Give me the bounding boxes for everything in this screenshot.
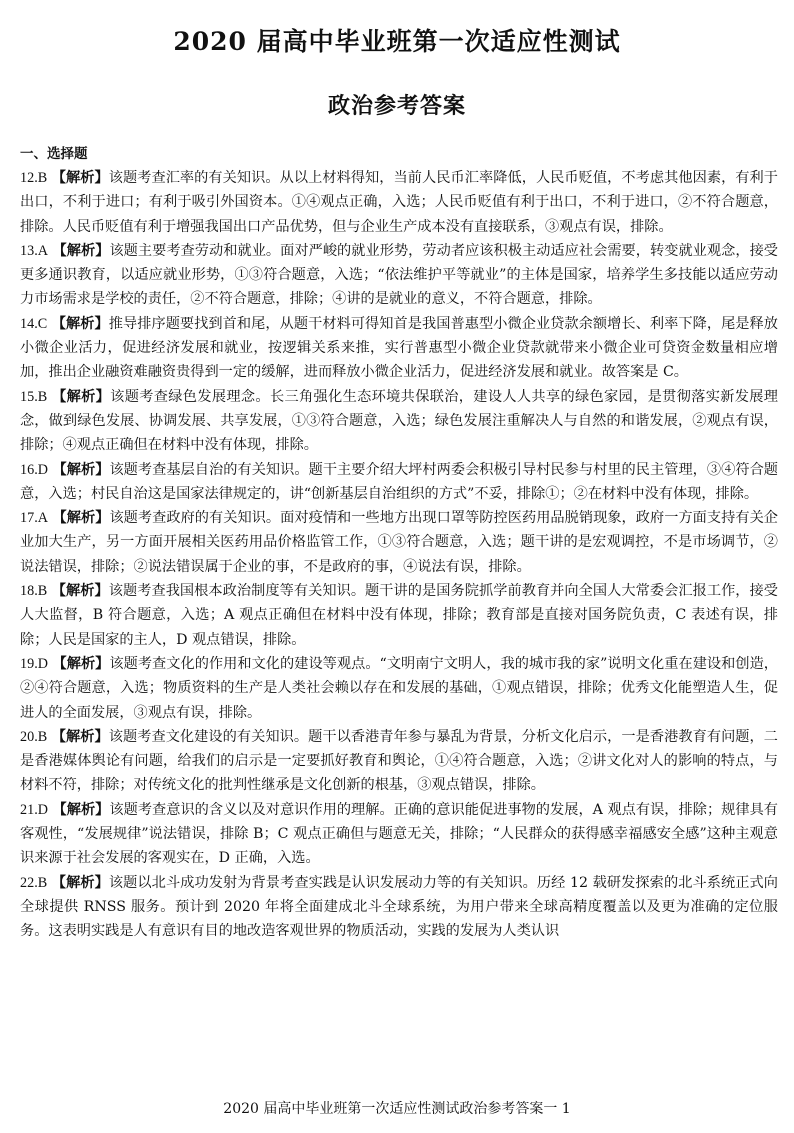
question-number: 22.B — [20, 874, 48, 891]
analysis-tag: 【解析】 — [52, 461, 110, 478]
answer-item — [20, 458, 778, 507]
answer-item — [20, 652, 778, 725]
question-number: 16.D — [20, 461, 48, 478]
analysis-tag: 【解析】 — [52, 655, 110, 672]
section-heading: 一、选择题 — [20, 146, 88, 162]
analysis-text: 该题考查我国根本政治制度等有关知识。题干讲的是国务院抓学前教育并向全国人大常委会汇报工作，接受人大监督，B 符合题意，入选；A 观点正确但在材料中没有体现，排除；教育部是直接对国务院负责，C 表述有误，排除；人民是国家的主人，D 观点错误，排除。 — [20, 583, 778, 648]
analysis-tag: 【解析】 — [51, 874, 109, 891]
question-number: 14.C — [20, 315, 48, 332]
analysis-tag: 【解析】 — [52, 801, 110, 818]
page-footer: 2020 届高中毕业班第一次适应性测试政治参考答案一 1 — [223, 1101, 571, 1117]
question-number: 13.A — [20, 242, 48, 259]
question-number: 21.D — [20, 801, 48, 818]
page-subtitle: 政治参考答案 — [327, 94, 466, 119]
analysis-text: 该题考查文化的作用和文化的建设等观点。“文明南宁文明人，我的城市我的家”说明文化重在建设和创造，②④符合题意，入选；物质资料的生产是人类社会赖以存在和发展的基础，①观点错误，排除；优秀文化能塑造人生，促进人的全面发展，③观点有误，排除。 — [20, 655, 778, 721]
analysis-text: 推导排序题要找到首和尾，从题干材料可得知首是我国普惠型小微企业贷款余额增长、利率下降，尾是释放小微企业活力，促进经济发展和就业，按逻辑关系来推，实行普惠型小微企业贷款就带来小微企业可贷资金数量相应增加，推出企业融资难融资贵得到一定的缓解，进而释放小微企业活力，促进经济发展和就业。故答案是 C。 — [20, 315, 778, 381]
question-number: 15.B — [20, 388, 48, 405]
answer-item — [20, 871, 778, 944]
answer-item — [20, 798, 778, 871]
question-number: 20.B — [20, 728, 48, 745]
answer-content — [20, 145, 778, 944]
analysis-text: 该题考查汇率的有关知识。从以上材料得知，当前人民币汇率降低，人民币贬值，不考虑其他因素，有利于出口，不利于进口；有利于吸引外国资本。①④观点正确，入选；人民币贬值有利于出口，不利于进口，②不符合题意，排除。人民币贬值有利于增强我国出口产品优势，但与企业生产成本没有直接联系，③观点有误，排除。 — [20, 170, 778, 235]
answer-item — [20, 579, 778, 652]
answer-item — [20, 312, 778, 385]
analysis-text: 该题考查文化建设的有关知识。题干以香港青年参与暴乱为背景，分析文化启示，一是香港教育有问题，二是香港媒体舆论有问题，给我们的启示是一定要抓好教育和舆论，①④符合题意，入选；②讲文化对人的影响的特点，与材料不符，排除；对传统文化的批判性继承是文化创新的根基，③观点错误，排除。 — [20, 728, 778, 794]
analysis-text: 该题考查政府的有关知识。面对疫情和一些地方出现口罩等防控医药用品脱销现象，政府一方面支持有关企业加大生产，另一方面开展相关医药用品价格监管工作，①③符合题意，入选；题干讲的是宏观调控，不是市场调节，②说法错误，排除；②说法错误属于企业的事，不是政府的事，④说法有误，排除。 — [20, 510, 778, 575]
answer-item — [20, 239, 778, 312]
analysis-text: 该题以北斗成功发射为背景考查实践是认识发展动力等的有关知识。历经 12 载研发探索的北斗系统正式向全球提供 RNSS 服务。预计到 2020 年将全面建成北斗全球系统，为用户带来全球高精度覆盖以及更为准确的定位服务。这表明实践是人有意识有目的地改造客观世界的物质活动，实践的发展为人类认识 — [20, 874, 778, 940]
answer-item — [20, 506, 778, 579]
analysis-tag: 【解析】 — [52, 242, 110, 259]
question-number: 19.D — [20, 655, 48, 672]
analysis-tag: 【解析】 — [51, 170, 109, 186]
analysis-text: 该题主要考查劳动和就业。面对严峻的就业形势，劳动者应该积极主动适应社会需要，转变就业观念，接受更多通识教育，以适应就业形势，①③符合题意，入选；“依法维护平等就业”的主体是国家，培养学生多技能以适应劳动力市场需求是学校的责任，②不符合题意，排除；④讲的是就业的意义，不符合题意，排除。 — [20, 242, 778, 308]
analysis-tag: 【解析】 — [51, 583, 109, 600]
answer-item — [20, 385, 778, 458]
analysis-text: 该题考查绿色发展理念。长三角强化生态环境共保联治，建设人人共享的绿色家园，是贯彻落实新发展理念，做到绿色发展、协调发展、共享发展，①③符合题意，入选；绿色发展注重解决人与自然的和谐发展，②观点有误，排除；④观点正确但在材料中没有体现，排除。 — [20, 388, 778, 454]
page-title: 2020 届高中毕业班第一次适应性测试 — [173, 27, 621, 56]
analysis-tag: 【解析】 — [51, 315, 109, 332]
question-number: 12.B — [20, 170, 48, 186]
analysis-tag: 【解析】 — [52, 510, 110, 527]
answer-item — [20, 725, 778, 798]
answer-item — [20, 166, 778, 239]
analysis-tag: 【解析】 — [52, 388, 111, 405]
question-number: 18.B — [20, 583, 48, 600]
question-number: 17.A — [20, 510, 48, 527]
analysis-tag: 【解析】 — [51, 728, 109, 745]
analysis-text: 该题考查基层自治的有关知识。题干主要介绍大坪村两委会积极引导村民参与村里的民主管理，③④符合题意，入选；村民自治这是国家法律规定的，讲“创新基层自治组织的方式”不妥，排除①；②在材料中没有体现，排除。 — [20, 461, 778, 502]
analysis-text: 该题考查意识的含义以及对意识作用的理解。正确的意识能促进事物的发展，A 观点有误，排除；规律具有客观性，“发展规律”说法错误，排除 B；C 观点正确但与题意无关，排除；“人民群众的获得感幸福感安全感”这种主观意识来源于社会发展的客观实在，D 正确，入选。 — [20, 801, 778, 867]
